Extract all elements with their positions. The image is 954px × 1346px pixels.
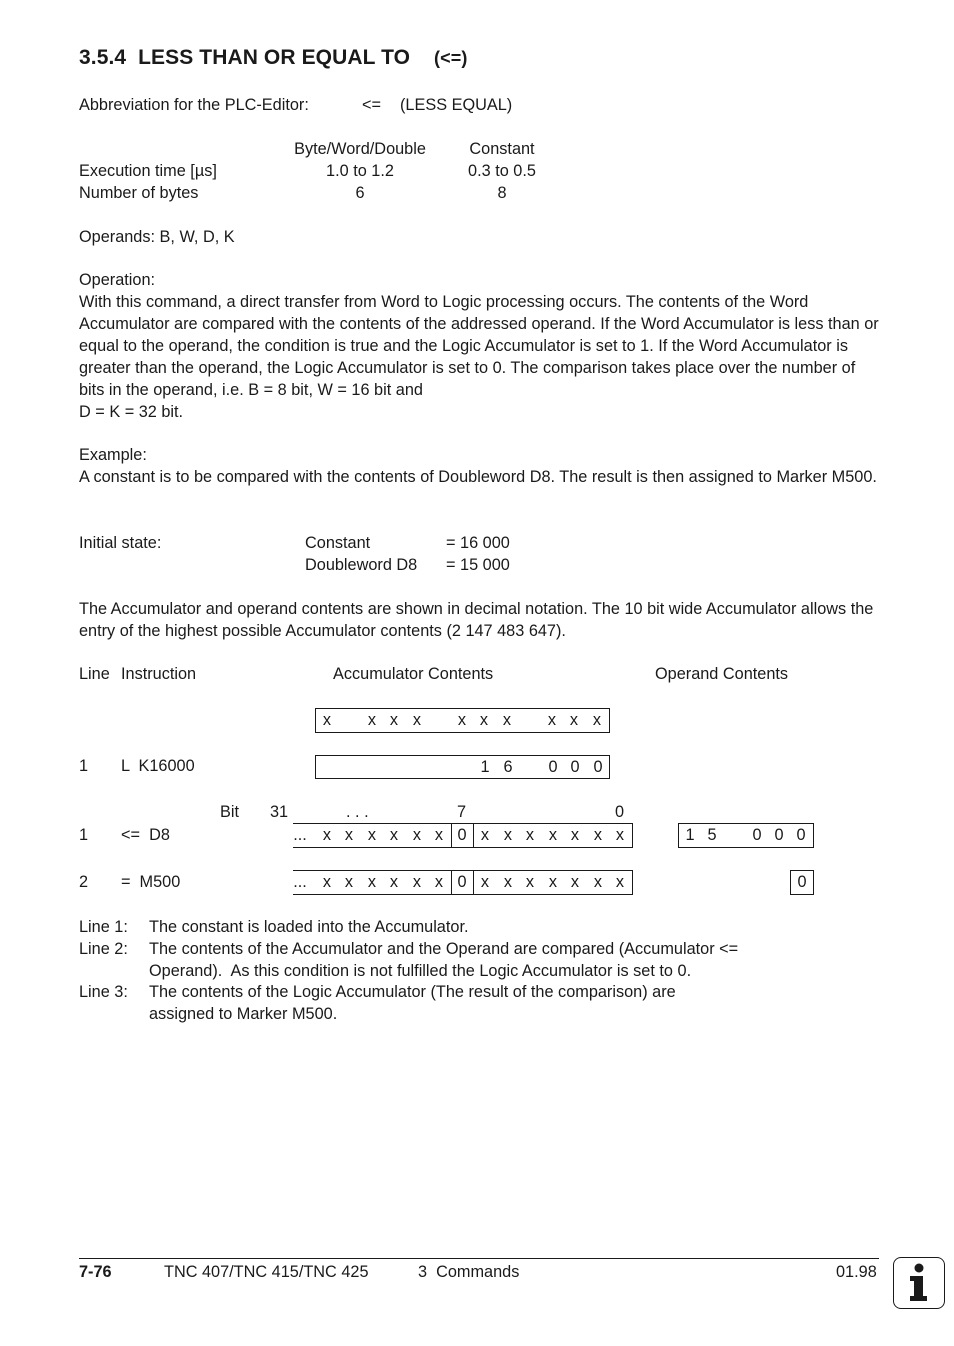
bit-mid: 7 [457,803,467,821]
operand-cell: 0 [796,826,806,844]
bit-cell: x [412,873,422,891]
footer-rule [79,1258,879,1259]
acc-cell: 1 [480,758,490,776]
acc-cell: 6 [503,758,513,776]
bit-low: 0 [615,803,625,821]
accumulator-row1-box [315,755,610,779]
timing-header-bwd: Byte/Word/Double [294,140,426,158]
abbreviation-label: Abbreviation for the PLC-Editor: [79,96,309,114]
note-label: Line 1: [79,918,128,936]
abbreviation-symbol: <= [362,96,382,114]
section-number: 3.5.4 [79,46,127,69]
row-instruction: <= D8 [121,826,170,844]
operand-row2-box [678,823,814,848]
timing-cell: 6 [355,184,365,202]
note-label: Line 2: [79,940,128,958]
operand-row3-box [790,870,814,895]
bit-cell: x [548,873,558,891]
bit-dots: . . . [346,803,369,821]
row-line-number: 2 [79,873,89,891]
bit-cell: x [412,826,422,844]
logic-row3-box [293,870,633,895]
bit-high: 31 [270,803,289,821]
bit-cell: x [344,826,354,844]
acc-cell: x [502,711,512,729]
initial-state-label: Initial state: [79,534,162,552]
acc-cell: x [322,711,332,729]
initial-state-value: = 15 000 [446,556,510,574]
initial-state-name: Constant [305,534,371,552]
operation-label: Operation: [79,271,156,289]
acc-cell: x [457,711,467,729]
operands-line: Operands: B, W, D, K [79,228,235,246]
bit-cell: x [367,873,377,891]
footer-models: TNC 407/TNC 415/TNC 425 [164,1263,369,1281]
bit-cell: x [389,826,399,844]
cell-divider [473,824,474,847]
header-line: Line [79,665,110,683]
bit-cell: x [367,826,377,844]
bit-cell: x [322,873,332,891]
note-text: The constant is loaded into the Accumulator. [149,918,469,936]
acc-cell: x [569,711,579,729]
operand-cell: 5 [707,826,717,844]
header-operand: Operand Contents [655,665,789,683]
cell-divider [451,871,452,894]
header-instruction: Instruction [121,665,197,683]
timing-row-label: Number of bytes [79,184,199,202]
bit-cell: x [570,873,580,891]
bit-cell: x [593,826,603,844]
operand-cell: 0 [797,873,807,891]
bit-cell: x [570,826,580,844]
bit-label: Bit [220,803,240,821]
cell-divider [473,871,474,894]
note-text: assigned to Marker M500. [149,1005,338,1023]
bit-cell: x [389,873,399,891]
timing-cell: 0.3 to 0.5 [468,162,536,180]
bit-cell: x [525,826,535,844]
footer-page-number: 7-76 [79,1263,112,1281]
bit-cell: x [434,873,444,891]
operand-cell: 1 [685,826,695,844]
acc-cell: 0 [570,758,580,776]
bit-cell: x [503,826,513,844]
bit-cell: x [615,873,625,891]
row-instruction: L K16000 [121,757,195,775]
operation-text-end: D = K = 32 bit. [79,403,184,421]
bit-cell: x [593,873,603,891]
ellipsis: ... [293,873,307,891]
bit-cell: x [480,873,490,891]
timing-cell: 8 [497,184,507,202]
example-text: A constant is to be compared with the contents of Doubleword D8. The result is then assigned to Marker M500. [79,468,877,486]
note-text: The contents of the Logic Accumulator (The result of the comparison) are [149,983,676,1001]
bit-cell: x [503,873,513,891]
initial-state-name: Doubleword D8 [305,556,418,574]
acc-cell: x [479,711,489,729]
logic-row2-box [293,823,633,848]
example-label: Example: [79,446,147,464]
acc-cell: x [367,711,377,729]
note-text: Operand). As this condition is not fulfilled the Logic Accumulator is set to 0. [149,962,692,980]
row-line-number: 1 [79,757,89,775]
operand-cell: 0 [752,826,762,844]
bit-cell: x [344,873,354,891]
bit-cell: x [548,826,558,844]
info-icon-glyph [894,1258,943,1307]
bit-cell: x [434,826,444,844]
cell-divider [451,824,452,847]
timing-cell: 1.0 to 1.2 [326,162,394,180]
footer-chapter: 3 Commands [418,1263,520,1281]
operation-text: With this command, a direct transfer from Word to Logic processing occurs. The contents of the Word Accumulator are compared with the contents of the addressed operand. If the Word Accumulator is less than or equal to the operand, the condition is true and the Logic Accumulator is set to 1. If the Word Accumulator is greater than the operand, the Logic Accumulator is set to 0. The comparison takes place over the number of bits in the operand, i.e. B = 8 bit, W = 16 bit and [79,293,879,399]
bit-cell: x [480,826,490,844]
abbreviation-name: (LESS EQUAL) [400,96,513,114]
acc-cell: 0 [593,758,603,776]
section-operator: (<=) [434,48,468,68]
header-accumulator: Accumulator Contents [333,665,494,683]
logic-bit-cell: 0 [457,873,467,891]
accumulator-initial-box [315,708,610,733]
notation-text: The Accumulator and operand contents are shown in decimal notation. The 10 bit wide Accumulator allows the entry of the highest possible Accumulator contents (2 147 483 647). [79,600,874,640]
acc-cell: x [592,711,602,729]
bit-cell: x [615,826,625,844]
note-label: Line 3: [79,983,128,1001]
operand-cell: 0 [774,826,784,844]
footer-date: 01.98 [836,1263,877,1281]
acc-cell: x [412,711,422,729]
bit-cell: x [322,826,332,844]
page-title [79,45,467,71]
info-icon [893,1257,945,1309]
acc-cell: x [547,711,557,729]
note-text: The contents of the Accumulator and the Operand are compared (Accumulator <= [149,940,739,958]
bit-cell: x [525,873,535,891]
logic-bit-cell: 0 [457,826,467,844]
timing-row-label: Execution time [µs] [79,162,217,180]
row-line-number: 1 [79,826,89,844]
section-title: LESS THAN OR EQUAL TO [138,46,411,69]
acc-cell: x [389,711,399,729]
timing-header-constant: Constant [469,140,535,158]
initial-state-value: = 16 000 [446,534,510,552]
acc-cell: 0 [548,758,558,776]
ellipsis: ... [293,826,307,844]
row-instruction: = M500 [121,873,181,891]
